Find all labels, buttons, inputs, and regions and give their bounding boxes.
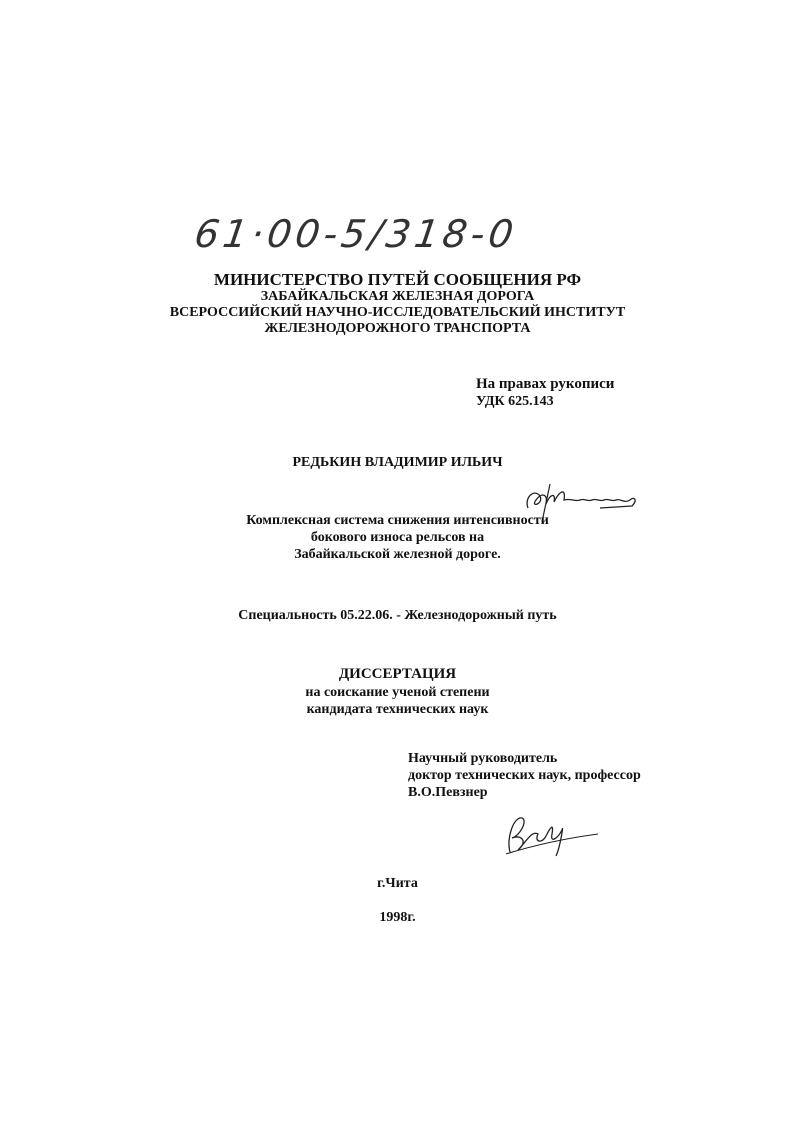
archive-code-handwritten: 61·00-5/318-0 — [191, 212, 520, 256]
institute-heading-line2: ЖЕЛЕЗНОДОРОЖНОГО ТРАНСПОРТА — [264, 321, 531, 336]
author-name: РЕДЬКИН ВЛАДИМИР ИЛЬИЧ — [292, 455, 503, 470]
supervisor-degree: доктор технических наук, профессор — [408, 768, 641, 783]
title-line3: Забайкальской железной дороге. — [294, 547, 501, 562]
title-line1: Комплексная система снижения интенсивности — [246, 513, 549, 528]
city: г.Чита — [377, 876, 418, 891]
institute-heading-line1: ВСЕРОССИЙСКИЙ НАУЧНО-ИССЛЕДОВАТЕЛЬСКИЙ ИНСТИТУТ — [169, 305, 626, 320]
dissertation-line2: кандидата технических наук — [306, 702, 489, 717]
title-line2: бокового износа рельсов на — [310, 530, 485, 545]
year: 1998г. — [379, 910, 416, 925]
dissertation-heading: ДИССЕРТАЦИЯ — [338, 666, 457, 682]
specialty: Специальность 05.22.06. - Железнодорожный путь — [238, 608, 557, 623]
supervisor-role: Научный руководитель — [408, 751, 558, 766]
udk-code: УДК 625.143 — [476, 394, 554, 409]
supervisor-signature — [498, 808, 608, 863]
dissertation-line1: на соискание ученой степени — [305, 685, 490, 700]
ministry-heading: МИНИСТЕРСТВО ПУТЕЙ СООБЩЕНИЯ РФ — [213, 270, 582, 289]
manuscript-rights: На правах рукописи — [476, 376, 615, 392]
supervisor-name: В.О.Певзнер — [408, 785, 488, 800]
railway-heading: ЗАБАЙКАЛЬСКАЯ ЖЕЛЕЗНАЯ ДОРОГА — [260, 289, 535, 304]
